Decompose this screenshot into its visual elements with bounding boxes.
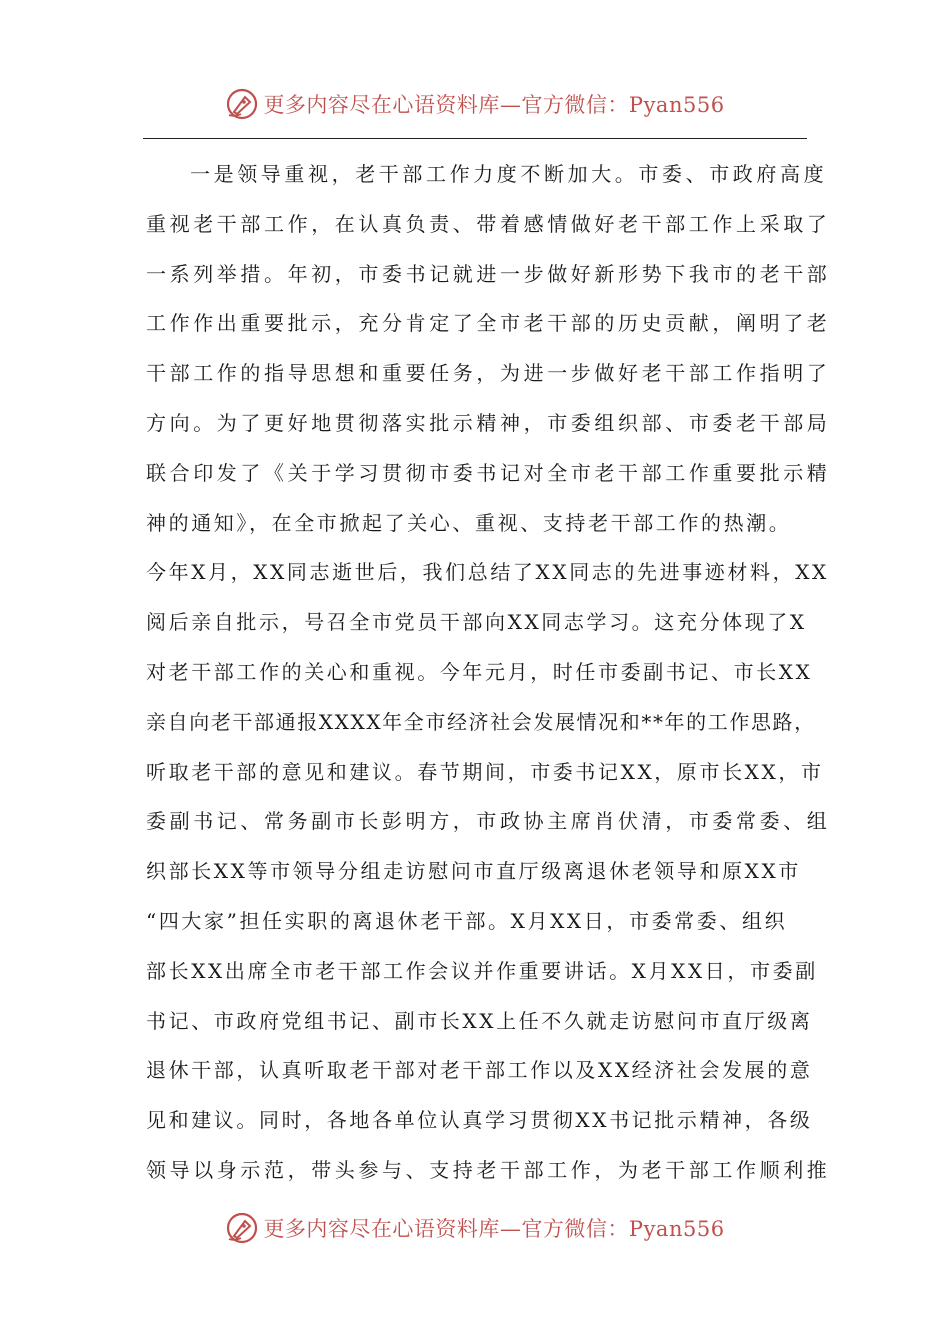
document-body: [146, 150, 831, 1196]
text-line: 听取老干部的意见和建议。春节期间，市委书记XX，原市长XX，市: [146, 759, 824, 784]
text-line: 退休干部，认真听取老干部对老干部工作以及XX经济社会发展的意: [146, 1058, 813, 1083]
footer-watermark: [0, 1208, 950, 1248]
text-line: 委副书记、常务副市长彭明方，市政协主席肖伏清，市委常委、组: [146, 809, 831, 834]
text-line: 领导以身示范，带头参与、支持老干部工作，为老干部工作顺利推: [146, 1157, 831, 1182]
text-line: 阅后亲自批示，号召全市党员干部向XX同志学习。这充分体现了X: [146, 610, 807, 635]
header-rule: [143, 138, 807, 139]
text-line: 联合印发了《关于学习贯彻市委书记对全市老干部工作重要批示精: [146, 460, 831, 485]
text-line: 见和建议。同时，各地各单位认真学习贯彻XX书记批示精神，各级: [146, 1108, 813, 1133]
text-line: “四大家”担任实职的离退休老干部。X月XX日，市委常委、组织: [146, 908, 788, 933]
text-line: 亲自向老干部通报XXXX年全市经济社会发展情况和**年的工作思路，: [146, 709, 816, 734]
watermark-main: 更多内容尽在心语资料库: [263, 1217, 500, 1241]
text-line: 部长XX出席全市老干部工作会议并作重要讲话。X月XX日，市委副: [146, 958, 818, 983]
text-line: 一系列举措。年初，市委书记就进一步做好新形势下我市的老干部: [146, 261, 831, 286]
watermark-separator: —: [499, 93, 522, 117]
text-line: 重视老干部工作，在认真负责、带着感情做好老干部工作上采取了: [146, 211, 831, 236]
watermark-contact: 官方微信：Pyan556: [521, 93, 725, 117]
text-line: 对老干部工作的关心和重视。今年元月，时任市委副书记、市长XX: [146, 659, 813, 684]
watermark-main: 更多内容尽在心语资料库: [263, 93, 500, 117]
watermark-separator: —: [499, 1217, 522, 1241]
text-line: 书记、市政府党组书记、副市长XX上任不久就走访慰问市直厅级离: [146, 1008, 813, 1033]
text-line: 神的通知》，在全市掀起了关心、重视、支持老干部工作的热潮。: [146, 510, 792, 535]
text-line: 今年X月，XX同志逝世后，我们总结了XX同志的先进事迹材料，XX: [146, 560, 829, 585]
text-line: 方向。为了更好地贯彻落实批示精神，市委组织部、市委老干部局: [146, 410, 831, 435]
text-line: 干部工作的指导思想和重要任务，为进一步做好老干部工作指明了: [146, 361, 831, 386]
watermark-contact: 官方微信：Pyan556: [521, 1217, 725, 1241]
header-watermark: [0, 84, 950, 124]
watermark-text: [263, 89, 724, 119]
text-line: 工作作出重要批示，充分肯定了全市老干部的历史贡献，阐明了老: [146, 311, 831, 336]
pen-nib-logo-icon: [225, 1211, 259, 1245]
pen-nib-logo-icon: [225, 87, 259, 121]
text-line: 织部长XX等市领导分组走访慰问市直厅级离退休老领导和原XX市: [146, 859, 801, 884]
text-line: 一是领导重视，老干部工作力度不断加大。市委、市政府高度: [190, 162, 828, 186]
watermark-text: [263, 1213, 724, 1243]
